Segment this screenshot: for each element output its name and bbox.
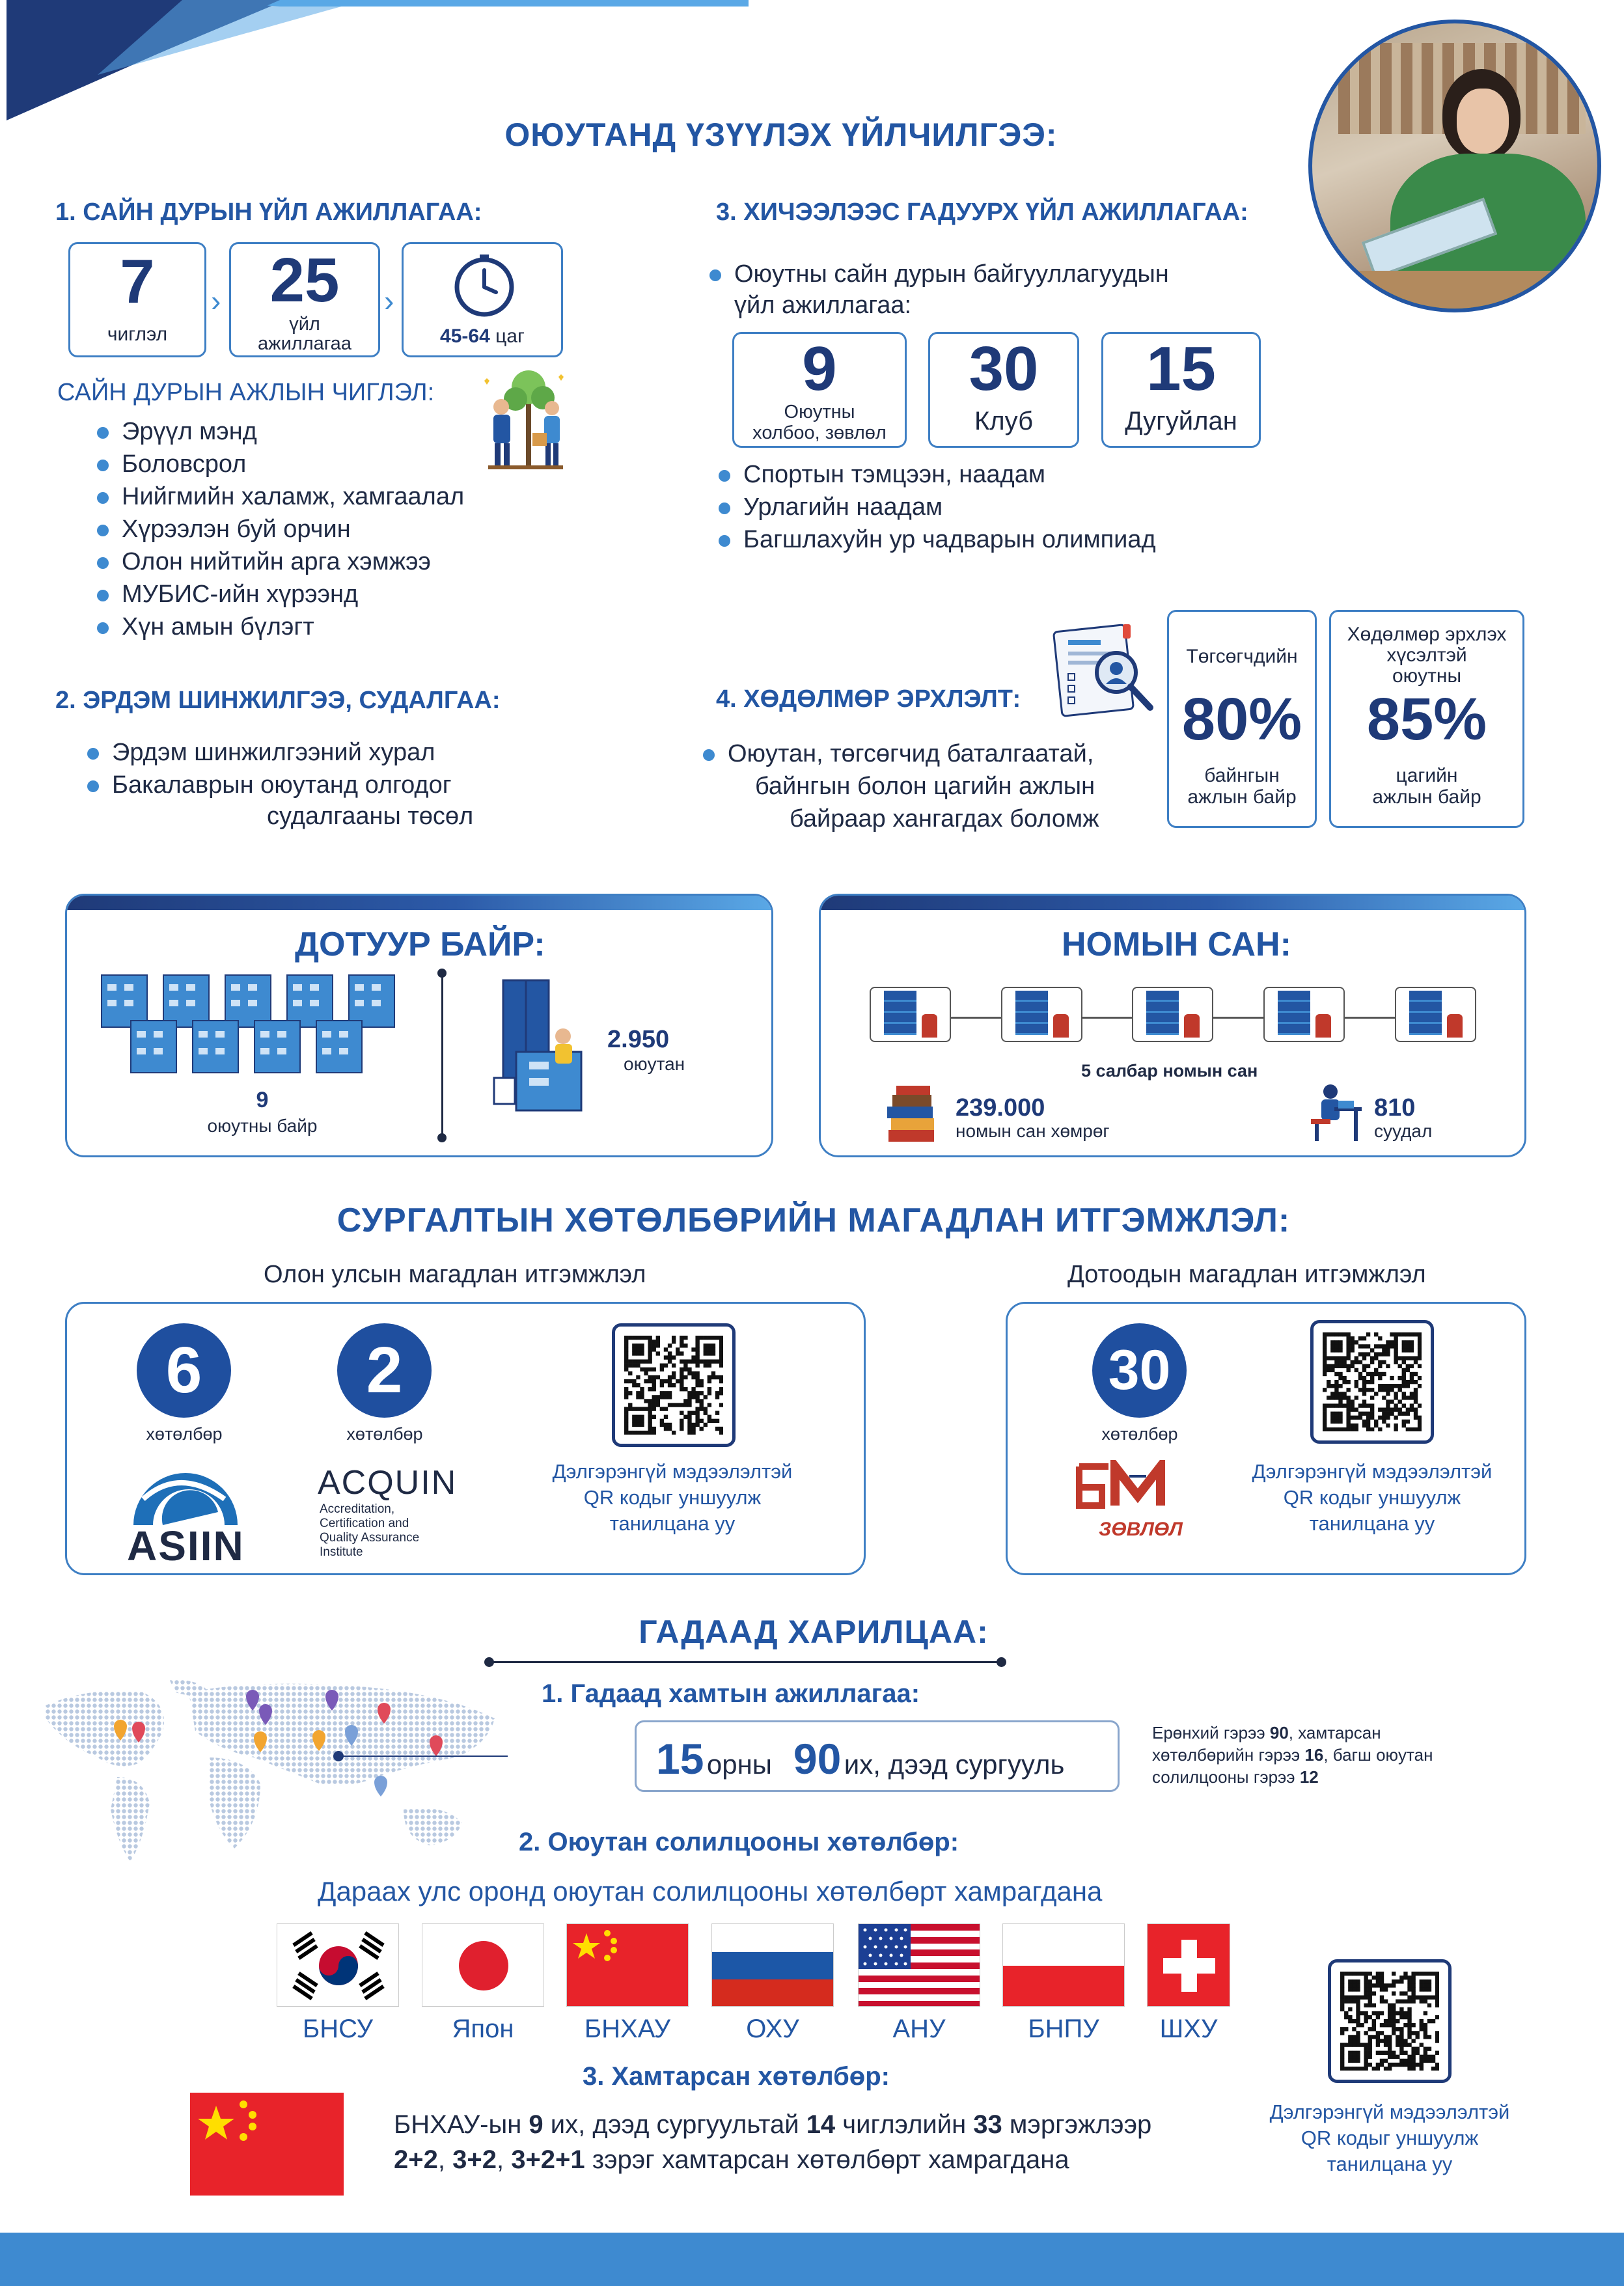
dorm-students-value: 2.950 xyxy=(607,1026,670,1053)
chevron-right-icon: › xyxy=(211,284,221,318)
stat-value: 30 xyxy=(969,334,1039,404)
dormitory-buildings-illustration xyxy=(98,969,417,1079)
map-pins-icon xyxy=(39,1679,508,1868)
volunteer-directions-heading: САЙН ДУРЫН АЖЛЫН ЧИГЛЭЛ: xyxy=(57,379,435,406)
flag-china xyxy=(566,1923,689,2007)
foreign-sub3: 3. Хамтарсан хөтөлбөр: xyxy=(583,2062,890,2091)
stat-label: үйл ажиллагаа xyxy=(258,314,351,354)
employment-line: Оюутан, төгсөгчид баталгаатай, xyxy=(728,740,1094,767)
program-label: хөтөлбөр xyxy=(346,1424,423,1444)
countries-label: орны xyxy=(706,1749,772,1780)
domestic-accreditation-panel xyxy=(1006,1302,1526,1575)
stat-caption: цагийн xyxy=(1396,765,1458,786)
library-branches-label: 5 салбар номын сан xyxy=(1081,1061,1258,1081)
volunteer-item: Хүрээлэн буй орчин xyxy=(122,516,351,543)
library-branch-icon xyxy=(1395,987,1476,1042)
dorm-students-label: оюутан xyxy=(624,1054,685,1074)
foreign-sub2: 2. Оюутан солилцооны хөтөлбөр: xyxy=(519,1828,959,1856)
stat-caption: Төгсөгчдийн xyxy=(1186,646,1298,667)
flag-poland xyxy=(1002,1923,1125,2007)
domestic-count-circle: 30 xyxy=(1092,1323,1187,1418)
asiin-logo-mark xyxy=(127,1460,244,1525)
page-title: ОЮУТАНД ҮЗҮҮЛЭХ ҮЙЛЧИЛГЭЭ: xyxy=(504,117,1058,153)
library-branch-icon xyxy=(870,987,951,1042)
volunteer-item: МУБИС-ийн хүрээнд xyxy=(122,581,359,608)
qr-code-foreign[interactable] xyxy=(1328,1959,1452,2083)
flag-label: ШХУ xyxy=(1159,2015,1218,2043)
flag-label: БНПУ xyxy=(1028,2015,1099,2043)
stat-label: Оюутны xyxy=(784,402,855,422)
stat-box-activities xyxy=(229,242,380,357)
extracurricular-intro: Оюутны сайн дурын байгууллагуудын xyxy=(734,260,1169,288)
volunteer-item: Боловсрол xyxy=(122,450,247,478)
divider-line xyxy=(441,974,443,1136)
library-seats-label: суудал xyxy=(1374,1121,1433,1141)
stat-box-clubs xyxy=(928,332,1079,448)
exchange-intro: Дараах улс оронд оюутан солилцооны хөтөлбөрт хамрагдана xyxy=(318,1876,1103,1907)
qr-caption-domestic: Дэлгэрэнгүй мэдээлэлтэй QR кодыг уншуулж танилцана уу xyxy=(1252,1460,1493,1535)
acquin-logo-text: ACQUIN xyxy=(318,1464,458,1502)
stat-caption: хүсэлтэй xyxy=(1386,644,1467,666)
section-1-heading: 1. САЙН ДУРЫН ҮЙЛ АЖИЛЛАГАА: xyxy=(55,199,482,226)
footer-band xyxy=(0,2233,1624,2286)
stat-caption: Хөдөлмөр эрхлэх xyxy=(1347,624,1507,645)
flag-switzerland xyxy=(1147,1923,1230,2007)
stat-value: 7 xyxy=(120,247,155,316)
stat-caption: оюутны xyxy=(1392,665,1462,687)
underline-dot xyxy=(997,1657,1006,1667)
joint-program-text: БНХАУ-ын 9 их, дээд сургуультай 14 чиглэлийн 33 мэргэжлээр 2+2, 3+2, 3+2+1 зэрэг хамтарсан хөтөлбөрт хамрагдана xyxy=(394,2110,1152,2174)
clock-icon xyxy=(452,253,517,318)
stat-box-students-employment xyxy=(1329,610,1524,828)
stat-caption: байнгын xyxy=(1204,765,1280,786)
research-item-continuation: судалгааны төсөл xyxy=(267,803,474,830)
library-fund-value: 239.000 xyxy=(956,1094,1045,1122)
domestic-accreditation-label: Дотоодын магадлан итгэмжлэл xyxy=(1067,1261,1426,1288)
extracurricular-item: Спортын тэмцээн, наадам xyxy=(743,461,1045,488)
stat-label: холбоо, зөвлөл xyxy=(752,422,887,443)
student-photo xyxy=(1308,20,1601,312)
volunteer-item: Эрүүл мэнд xyxy=(122,418,257,445)
volunteer-item: Хүн амын бүлэгт xyxy=(122,613,314,640)
chevron-right-icon: › xyxy=(384,284,394,318)
underline-dot xyxy=(484,1657,494,1667)
flag-china-large xyxy=(190,2093,344,2196)
library-branch-icon xyxy=(1132,987,1213,1042)
asiin-logo-text: ASIIN xyxy=(127,1522,245,1569)
acquin-count-circle: 2 xyxy=(337,1323,432,1418)
program-label: хөтөлбөр xyxy=(1101,1424,1178,1444)
accreditation-title: СУРГАЛТЫН ХӨТӨЛБӨРИЙН МАГАДЛАН ИТГЭМЖЛЭЛ: xyxy=(337,1202,1291,1239)
stat-value: 85% xyxy=(1366,686,1487,752)
extracurricular-intro-2: үйл ажиллагаа: xyxy=(734,292,912,319)
universities-label: их, дээд сургууль xyxy=(844,1749,1065,1780)
dorm-buildings-label: оюутны байр xyxy=(207,1116,318,1136)
research-item: Эрдэм шинжилгээний хурал xyxy=(112,739,435,766)
dormitory-title: ДОТУУР БАЙР: xyxy=(295,926,545,963)
stat-box-unions xyxy=(732,332,907,448)
partners-line xyxy=(656,1734,1064,1783)
universities-value: 90 xyxy=(793,1735,842,1783)
flag-label: БНХАУ xyxy=(584,2015,671,2043)
panel-bar xyxy=(821,896,1524,910)
library-panel xyxy=(819,894,1526,1157)
qr-caption-intl: Дэлгэрэнгүй мэдээлэлтэй QR кодыг уншуулж танилцана уу xyxy=(552,1460,793,1535)
qr-code-domestic[interactable] xyxy=(1310,1320,1434,1444)
stat-box-hours xyxy=(402,242,563,357)
countries-value: 15 xyxy=(656,1735,704,1783)
program-label: хөтөлбөр xyxy=(146,1424,223,1444)
stat-label: чиглэл xyxy=(107,324,168,345)
extracurricular-item: Багшлахуйн ур чадварын олимпиад xyxy=(743,526,1156,553)
bmy-logo-mark xyxy=(1069,1460,1206,1512)
research-item: Бакалаврын оюутанд олгодог xyxy=(112,771,452,799)
flag-label: АНУ xyxy=(892,2015,946,2043)
stat-box-graduates xyxy=(1167,610,1317,828)
library-fund-label: номын сан хөмрөг xyxy=(956,1121,1110,1141)
extracurricular-item: Урлагийн наадам xyxy=(743,493,943,521)
divider-dot xyxy=(437,1133,447,1142)
employment-line: байнгын болон цагийн ажлын xyxy=(755,773,1095,800)
stat-box-circles xyxy=(1101,332,1261,448)
qr-code-intl[interactable] xyxy=(612,1323,736,1447)
foreign-sub1: 1. Гадаад хамтын ажиллагаа: xyxy=(542,1679,920,1708)
section-3-heading: 3. ХИЧЭЭЛЭЭС ГАДУУРХ ҮЙЛ АЖИЛЛАГАА: xyxy=(716,199,1248,226)
volunteer-item: Нийгмийн халамж, хамгаалал xyxy=(122,483,465,510)
stat-value: 80% xyxy=(1181,686,1302,752)
volunteer-item: Олон нийтийн арга хэмжээ xyxy=(122,548,431,575)
agreements-note: Ерөнхий гэрээ 90, хамтарсан хөтөлбөрийн гэрээ 16, багш оюутан солилцооны гэрээ 12 xyxy=(1152,1723,1433,1787)
stat-caption: ажлын байр xyxy=(1187,786,1297,808)
dorm-buildings-value: 9 xyxy=(256,1088,269,1112)
volunteers-illustration xyxy=(475,368,573,475)
employment-line: байраар хангагдах боломж xyxy=(790,805,1099,833)
section-2-heading: 2. ЭРДЭМ ШИНЖИЛГЭЭ, СУДАЛГАА: xyxy=(55,687,501,714)
qr-caption-foreign: Дэлгэрэнгүй мэдээлэлтэй QR кодыг уншуулж танилцана уу xyxy=(1269,2100,1510,2175)
stat-caption: ажлын байр xyxy=(1372,786,1481,808)
books-stack-icon xyxy=(886,1084,938,1146)
intl-accreditation-label: Олон улсын магадлан итгэмжлэл xyxy=(264,1261,646,1288)
divider-dot xyxy=(437,969,447,978)
acquin-logo-subtitle: Accreditation, Certification and Quality Assurance Institute xyxy=(320,1502,420,1559)
library-title: НОМЫН САН: xyxy=(1062,926,1291,963)
reader-desk-icon xyxy=(1306,1081,1364,1143)
library-branch-icon xyxy=(1263,987,1345,1042)
section-4-heading: 4. ХӨДӨЛМӨР ЭРХЛЭЛТ: xyxy=(716,685,1021,713)
stat-value: 15 xyxy=(1146,334,1216,404)
library-seats-value: 810 xyxy=(1374,1094,1416,1122)
stat-label-hours: 45-64 цаг xyxy=(440,325,525,347)
resume-search-icon xyxy=(1045,622,1155,719)
title-underline xyxy=(488,1661,1002,1663)
foreign-relations-title: ГАДААД ХАРИЛЦАА: xyxy=(639,1614,989,1650)
flag-korea xyxy=(277,1923,399,2007)
dormitory-panel xyxy=(65,894,773,1157)
bmy-logo-subtitle: ЗӨВЛӨЛ xyxy=(1099,1519,1183,1540)
stat-label: Клуб xyxy=(974,407,1033,435)
dorm-room-illustration xyxy=(490,974,588,1117)
flag-japan xyxy=(422,1923,544,2007)
stat-box-directions xyxy=(68,242,206,357)
stat-value: 25 xyxy=(269,245,340,315)
flag-label: Япон xyxy=(452,2015,514,2043)
flag-russia xyxy=(711,1923,834,2007)
intl-accreditation-panel xyxy=(65,1302,866,1575)
asiin-count-circle: 6 xyxy=(137,1323,231,1418)
flag-label: БНСУ xyxy=(302,2015,374,2043)
flag-label: ОХУ xyxy=(746,2015,799,2043)
stat-value: 9 xyxy=(802,334,837,404)
flag-usa xyxy=(858,1923,980,2007)
partners-box xyxy=(635,1720,1120,1792)
panel-bar xyxy=(67,896,771,910)
top-banner-decoration xyxy=(0,0,768,130)
stat-label: Дугуйлан xyxy=(1125,407,1237,435)
library-branch-icon xyxy=(1001,987,1082,1042)
